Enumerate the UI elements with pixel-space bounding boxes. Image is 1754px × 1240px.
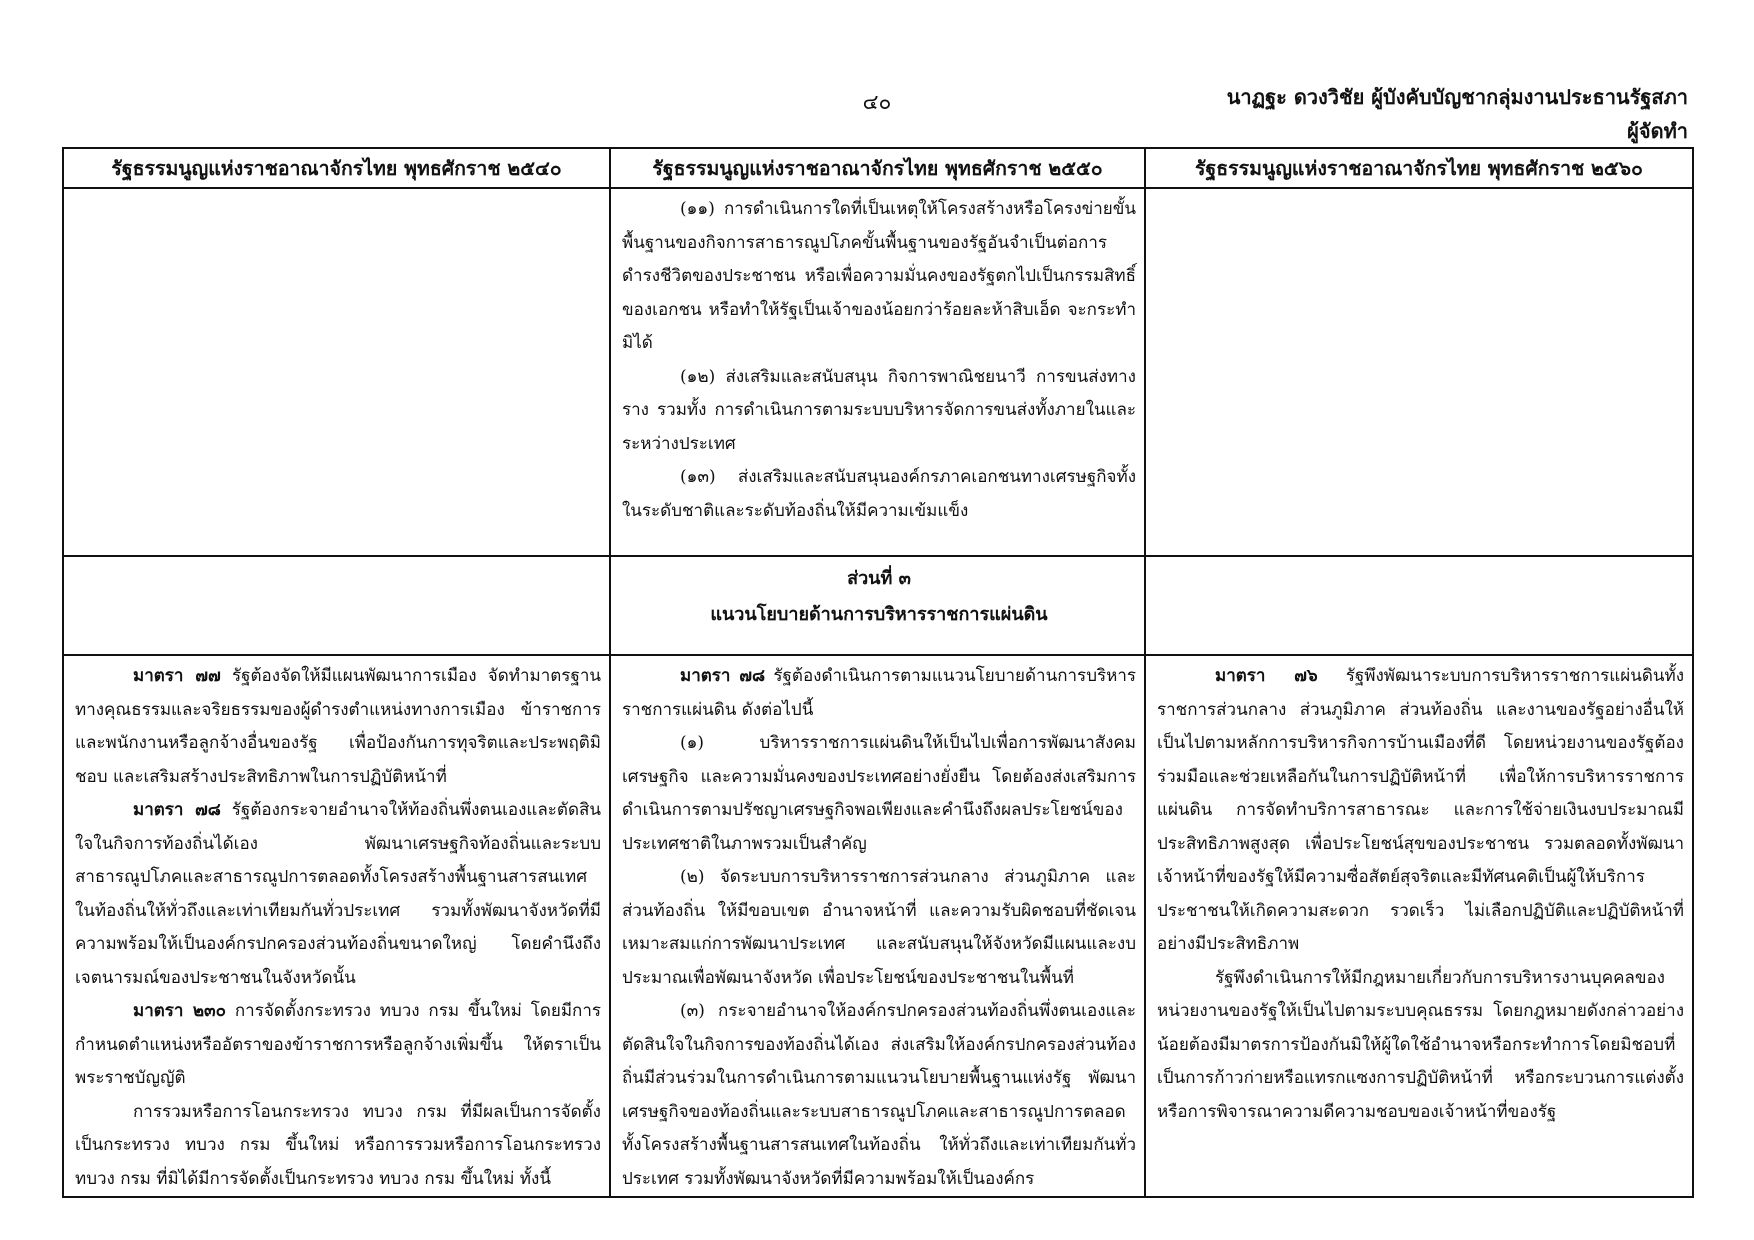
cell-2560-empty xyxy=(1145,188,1693,556)
cell-2550-sections xyxy=(610,655,1145,1197)
section-text: รัฐพึงดำเนินการให้มีกฎหมายเกี่ยวกับการบริหารงานบุคคลของหน่วยงานของรัฐให้เป็นไปตามระบบคุณธรรม โดยกฎหมายดังกล่าวอย่างน้อยต้องมีมาตรการป้องกันมิให้ผู้ใดใช้อำนาจหรือกระทำการโดยมิชอบที่เป็นการก้าวก่ายหรือแทรกแซงการปฏิบัติหน้าที่ หรือกระบวนการแต่งตั้งหรือการพิจารณาความดีความชอบของเจ้าหน้าที่ของรัฐ xyxy=(1157,967,1684,1122)
table-row xyxy=(63,188,1693,556)
clause-paragraph: (๑๒) ส่งเสริมและสนับสนุน กิจการพาณิชยนาวี การขนส่งทางราง รวมทั้ง การดำเนินการตามระบบบริหารจัดการขนส่งทั้งภายในและระหว่างประเทศ xyxy=(622,366,1136,454)
cell-2560-empty xyxy=(1145,556,1693,655)
section-text: รัฐพึงพัฒนาระบบการบริหารราชการแผ่นดินทั้งราชการส่วนกลาง ส่วนภูมิภาค ส่วนท้องถิ่น และงานของรัฐอย่างอื่นให้เป็นไปตามหลักการบริหารกิจการบ้านเมืองที่ดี โดยหน่วยงานของรัฐต้องร่วมมือและช่วยเหลือกันในการปฏิบัติหน้าที่ เพื่อให้การบริหารราชการแผ่นดิน การจัดทำบริการสาธารณะ และการใช้จ่ายเงินงบประมาณมีประสิทธิภาพสูงสุด เพื่อประโยชน์สุขของประชาชน รวมตลอดทั้งพัฒนาเจ้าหน้าที่ของรัฐให้มีความซื่อสัตย์สุจริตและมีทัศนคติเป็นผู้ให้บริการประชาชนให้เกิดความสะดวก รวดเร็ว ไม่เลือกปฏิบัติและปฏิบัติหน้าที่อย่างมีประสิทธิภาพ xyxy=(1157,666,1684,954)
cell-2540-empty xyxy=(63,188,610,556)
section-number: มาตรา ๒๓๐ xyxy=(133,1001,227,1021)
cell-2560-sections xyxy=(1145,655,1693,1197)
author-block xyxy=(1227,80,1688,148)
section-text: (๒) จัดระบบการบริหารราชการส่วนกลาง ส่วนภูมิภาค และส่วนท้องถิ่น ให้มีขอบเขต อำนาจหน้าที่ และความรับผิดชอบที่ชัดเจนเหมาะสมแก่การพัฒนาประเทศ และสนับสนุนให้จังหวัดมีแผนและงบประมาณเพื่อพัฒนาจังหวัด เพื่อประโยชน์ของประชาชนในพื้นที่ xyxy=(622,867,1136,988)
section-text: (๑) บริหารราชการแผ่นดินให้เป็นไปเพื่อการพัฒนาสังคม เศรษฐกิจ และความมั่นคงของประเทศอย่างยั่งยืน โดยต้องส่งเสริมการดำเนินการตามปรัชญาเศรษฐกิจพอเพียงและคำนึงถึงผลประโยชน์ของประเทศชาติในภาพรวมเป็นสำคัญ xyxy=(622,733,1136,854)
section-text: รัฐต้องดำเนินการตามแนวนโยบายด้านการบริหารราชการแผ่นดิน ดังต่อไปนี้ xyxy=(622,666,1136,720)
section-text: การจัดตั้งกระทรวง ทบวง กรม ขึ้นใหม่ โดยมีการกำหนดตำแหน่งหรืออัตราของข้าราชการหรือลูกจ้างเพิ่มขึ้น ให้ตราเป็นพระราชบัญญัติ xyxy=(75,1001,601,1088)
column-header-2560: รัฐธรรมนูญแห่งราชอาณาจักรไทย พุทธศักราช ๒๕๖๐ xyxy=(1145,148,1693,188)
part-title: ส่วนที่ ๓ xyxy=(847,568,911,589)
clause-paragraph: (๑๑) การดำเนินการใดที่เป็นเหตุให้โครงสร้างหรือโครงข่ายขั้นพื้นฐานของกิจการสาธารณูปโภคขั้นพื้นฐานของรัฐอันจำเป็นต่อการดำรงชีวิตของประชาชน หรือเพื่อความมั่นคงของรัฐตกไปเป็นกรรมสิทธิ์ของเอกชน หรือทำให้รัฐเป็นเจ้าของน้อยกว่าร้อยละห้าสิบเอ็ด จะกระทำมิได้ xyxy=(622,199,1136,353)
column-header-2540: รัฐธรรมนูญแห่งราชอาณาจักรไทย พุทธศักราช ๒๕๔๐ xyxy=(63,148,610,188)
section-paragraph xyxy=(622,861,1136,995)
table-row xyxy=(63,655,1693,1197)
section-paragraph xyxy=(622,660,1136,727)
section-text: รัฐต้องกระจายอำนาจให้ท้องถิ่นพึ่งตนเองและตัดสินใจในกิจการท้องถิ่นได้เอง พัฒนาเศรษฐกิจท้องถิ่นและระบบสาธารณูปโภคและสาธารณูปการตลอดทั้งโครงสร้างพื้นฐานสารสนเทศในท้องถิ่นให้ทั่วถึงและเท่าเทียมกันทั่วประเทศ รวมทั้งพัฒนาจังหวัดที่มีความพร้อมให้เป็นองค์กรปกครองส่วนท้องถิ่นขนาดใหญ่ โดยคำนึงถึงเจตนารมณ์ของประชาชนในจังหวัดนั้น xyxy=(75,800,601,988)
section-paragraph xyxy=(1157,962,1684,1130)
section-text: การรวมหรือการโอนกระทรวง ทบวง กรม ที่มีผลเป็นการจัดตั้งเป็นกระทรวง ทบวง กรม ขึ้นใหม่ หรือการรวมหรือการโอนกระทรวง ทบวง กรม ที่มิได้มีการจัดตั้งเป็นกระทรวง ทบวง กรม ขึ้นใหม่ ทั้งนี้ xyxy=(75,1101,601,1189)
author-line: นาฏฐะ ดวงวิชัย ผู้บังคับบัญชากลุ่มงานประธานรัฐสภา xyxy=(1226,85,1688,109)
clause-paragraph: (๑๓) ส่งเสริมและสนับสนุนองค์กรภาคเอกชนทางเศรษฐกิจทั้งในระดับชาติและระดับท้องถิ่นให้มีความเข้มแข็ง xyxy=(622,467,1136,521)
section-number: มาตรา ๗๘ xyxy=(133,800,221,820)
section-paragraph xyxy=(75,995,601,1096)
section-paragraph xyxy=(75,1096,601,1197)
section-text: รัฐต้องจัดให้มีแผนพัฒนาการเมือง จัดทำมาตรฐานทางคุณธรรมและจริยธรรมของผู้ดำรงตำแหน่งทางการเมือง ข้าราชการ และพนักงานหรือลูกจ้างอื่นของรัฐ เพื่อป้องกันการทุจริตและประพฤติมิชอบ และเสริมสร้างประสิทธิภาพในการปฏิบัติหน้าที่ xyxy=(75,666,601,787)
section-paragraph xyxy=(75,794,601,995)
section-paragraph xyxy=(622,727,1136,861)
column-header-2550: รัฐธรรมนูญแห่งราชอาณาจักรไทย พุทธศักราช ๒๕๕๐ xyxy=(610,148,1145,188)
page-number: ๔๐ xyxy=(862,90,892,114)
table-header-row xyxy=(63,148,1693,188)
table-row xyxy=(63,556,1693,655)
section-text: (๓) กระจายอำนาจให้องค์กรปกครองส่วนท้องถิ่นพึ่งตนเองและตัดสินใจในกิจการของท้องถิ่นได้เอง ส่งเสริมให้องค์กรปกครองส่วนท้องถิ่นมีส่วนร่วมในการดำเนินการตามแนวนโยบายพื้นฐานแห่งรัฐ พัฒนาเศรษฐกิจของท้องถิ่นและระบบสาธารณูปโภคและสาธารณูปการตลอดทั้งโครงสร้างพื้นฐานสารสนเทศในท้องถิ่น ให้ทั่วถึงและเท่าเทียมกันทั่วประเทศ รวมทั้งพัฒนาจังหวัดที่มีความพร้อมให้เป็นองค์กร xyxy=(622,1001,1136,1189)
part-heading-cell xyxy=(610,556,1145,655)
comparison-table xyxy=(62,147,1694,1198)
section-number: มาตรา ๗๘ xyxy=(680,666,766,686)
part-subtitle: แนวนโยบายด้านการบริหารราชการแผ่นดิน xyxy=(710,604,1048,625)
cell-2540-empty xyxy=(63,556,610,655)
section-paragraph xyxy=(75,660,601,794)
section-paragraph xyxy=(622,995,1136,1196)
section-number: มาตรา ๗๖ xyxy=(1215,666,1318,686)
author-role: ผู้จัดทำ xyxy=(1627,119,1688,143)
section-number: มาตรา ๗๗ xyxy=(133,666,221,686)
section-paragraph xyxy=(1157,660,1684,962)
cell-2540-sections xyxy=(63,655,610,1197)
cell-2550-clauses xyxy=(610,188,1145,556)
